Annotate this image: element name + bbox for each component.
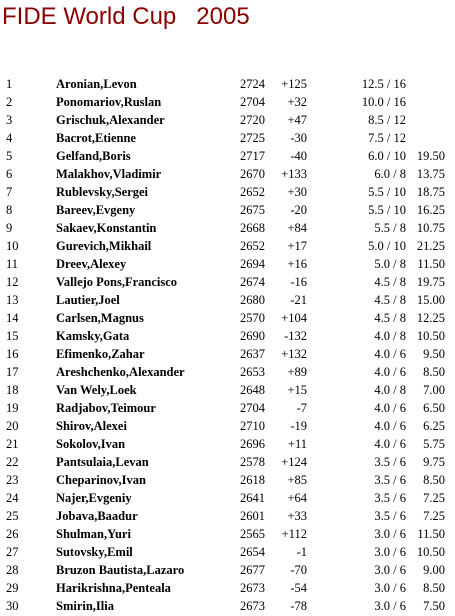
player-diff: +32 (287, 95, 307, 109)
player-rating: 2601 (240, 509, 265, 523)
table-row (0, 345, 455, 363)
player-tb: 8.50 (423, 581, 445, 595)
player-rank: 27 (6, 545, 19, 559)
player-rank: 25 (6, 509, 19, 523)
table-row (0, 255, 455, 273)
player-name: Jobava,Baadur (56, 509, 138, 523)
player-score: 6.0 / 10 (368, 149, 406, 163)
player-score: 4.0 / 6 (374, 419, 406, 433)
player-score: 4.5 / 8 (374, 293, 406, 307)
player-score: 3.5 / 6 (374, 473, 406, 487)
player-tb: 7.50 (423, 599, 445, 613)
player-rating: 2637 (240, 347, 265, 361)
table-row (0, 219, 455, 237)
player-name: Sutovsky,Emil (56, 545, 133, 559)
player-name: Radjabov,Teimour (56, 401, 156, 415)
player-name: Carlsen,Magnus (56, 311, 144, 325)
player-rating: 2570 (240, 311, 265, 325)
player-rating: 2677 (240, 563, 265, 577)
player-name: Dreev,Alexey (56, 257, 127, 271)
player-rank: 20 (6, 419, 19, 433)
player-rating: 2725 (240, 131, 265, 145)
player-tb: 15.00 (416, 293, 445, 307)
player-score: 7.5 / 12 (368, 131, 406, 145)
player-diff: +125 (281, 77, 307, 91)
player-diff: -1 (296, 545, 307, 559)
player-score: 4.0 / 8 (374, 383, 406, 397)
player-rating: 2675 (240, 203, 265, 217)
player-tb: 18.75 (416, 185, 445, 199)
table-row (0, 93, 455, 111)
player-score: 5.5 / 8 (374, 221, 406, 235)
player-diff: +124 (281, 455, 307, 469)
player-rating: 2670 (240, 167, 265, 181)
player-tb: 12.25 (416, 311, 445, 325)
player-name: Najer,Evgeniy (56, 491, 132, 505)
table-row (0, 435, 455, 453)
player-rank: 29 (6, 581, 19, 595)
player-name: Ponomariov,Ruslan (56, 95, 162, 109)
table-row (0, 237, 455, 255)
player-diff: -16 (290, 275, 307, 289)
player-tb: 21.25 (416, 239, 445, 253)
player-score: 3.5 / 6 (374, 455, 406, 469)
player-tb: 13.75 (416, 167, 445, 181)
player-score: 3.0 / 6 (374, 563, 406, 577)
player-rank: 4 (6, 131, 13, 145)
player-tb: 6.25 (423, 419, 445, 433)
player-tb: 11.50 (417, 257, 445, 271)
table-row (0, 489, 455, 507)
player-diff: -30 (290, 131, 307, 145)
player-rating: 2673 (240, 581, 265, 595)
player-diff: +11 (287, 437, 307, 451)
player-name: Kamsky,Gata (56, 329, 130, 343)
player-score: 3.0 / 6 (374, 599, 406, 613)
player-rank: 23 (6, 473, 19, 487)
player-rating: 2654 (240, 545, 265, 559)
player-rating: 2717 (240, 149, 265, 163)
player-score: 4.0 / 8 (374, 329, 406, 343)
player-score: 3.5 / 6 (374, 491, 406, 505)
player-name: Rublevsky,Sergei (56, 185, 149, 199)
player-tb: 7.25 (423, 509, 445, 523)
table-row (0, 381, 455, 399)
player-tb: 16.25 (416, 203, 445, 217)
player-rating: 2696 (240, 437, 265, 451)
player-rank: 6 (6, 167, 13, 181)
player-rank: 17 (6, 365, 19, 379)
table-row (0, 471, 455, 489)
player-rank: 21 (6, 437, 19, 451)
player-diff: -20 (290, 203, 307, 217)
table-row (0, 75, 455, 93)
player-name: Gurevich,Mikhail (56, 239, 152, 253)
player-tb: 7.00 (423, 383, 445, 397)
player-name: Bacrot,Etienne (56, 131, 136, 145)
player-rank: 22 (6, 455, 19, 469)
player-diff: +16 (287, 257, 307, 271)
player-diff: +132 (281, 347, 307, 361)
player-rank: 3 (6, 113, 13, 127)
player-rating: 2674 (240, 275, 265, 289)
player-rating: 2578 (240, 455, 265, 469)
player-score: 4.0 / 6 (374, 401, 406, 415)
player-score: 12.5 / 16 (361, 77, 406, 91)
player-diff: -70 (290, 563, 307, 577)
player-rank: 28 (6, 563, 19, 577)
player-tb: 7.25 (423, 491, 445, 505)
player-score: 5.5 / 10 (368, 185, 406, 199)
table-row (0, 399, 455, 417)
player-score: 4.5 / 8 (374, 275, 406, 289)
player-rating: 2710 (240, 419, 265, 433)
player-diff: +47 (287, 113, 307, 127)
player-tb: 8.50 (423, 473, 445, 487)
player-name: Grischuk,Alexander (56, 113, 165, 127)
player-rank: 8 (6, 203, 13, 217)
player-rating: 2648 (240, 383, 265, 397)
player-rank: 10 (6, 239, 19, 253)
player-rank: 15 (6, 329, 19, 343)
player-tb: 9.00 (423, 563, 445, 577)
table-row (0, 561, 455, 579)
player-name: Lautier,Joel (56, 293, 120, 307)
player-tb: 19.75 (416, 275, 445, 289)
player-rating: 2641 (240, 491, 265, 505)
player-name: Sokolov,Ivan (56, 437, 126, 451)
player-diff: +104 (281, 311, 307, 325)
player-name: Cheparinov,Ivan (56, 473, 146, 487)
table-row (0, 525, 455, 543)
player-score: 3.0 / 6 (374, 527, 406, 541)
player-score: 5.5 / 10 (368, 203, 406, 217)
table-row (0, 309, 455, 327)
player-name: Aronian,Levon (56, 77, 137, 91)
table-row (0, 579, 455, 597)
player-score: 5.0 / 8 (374, 257, 406, 271)
player-name: Gelfand,Boris (56, 149, 131, 163)
table-row (0, 201, 455, 219)
player-name: Harikrishna,Penteala (56, 581, 171, 595)
player-diff: +30 (287, 185, 307, 199)
player-tb: 10.50 (416, 545, 445, 559)
player-score: 6.0 / 8 (374, 167, 406, 181)
player-diff: -21 (290, 293, 307, 307)
player-name: Pantsulaia,Levan (56, 455, 149, 469)
player-score: 3.5 / 6 (374, 509, 406, 523)
table-row (0, 291, 455, 309)
player-rating: 2690 (240, 329, 265, 343)
player-score: 10.0 / 16 (361, 95, 406, 109)
table-row (0, 597, 455, 615)
player-name: Malakhov,Vladimir (56, 167, 162, 181)
player-name: Vallejo Pons,Francisco (56, 275, 178, 289)
table-row (0, 327, 455, 345)
player-score: 4.0 / 6 (374, 365, 406, 379)
table-row (0, 417, 455, 435)
player-diff: -40 (290, 149, 307, 163)
player-rank: 11 (6, 257, 19, 271)
player-rank: 16 (6, 347, 19, 361)
standings-table (0, 75, 455, 615)
player-name: Bareev,Evgeny (56, 203, 136, 217)
player-diff: -132 (284, 329, 307, 343)
player-rank: 2 (6, 95, 13, 109)
player-rank: 13 (6, 293, 19, 307)
player-rating: 2724 (240, 77, 265, 91)
player-diff: +85 (287, 473, 307, 487)
player-score: 4.0 / 6 (374, 437, 406, 451)
table-row (0, 363, 455, 381)
player-tb: 10.50 (416, 329, 445, 343)
player-tb: 9.75 (423, 455, 445, 469)
player-diff: -78 (290, 599, 307, 613)
player-tb: 8.50 (423, 365, 445, 379)
player-rating: 2652 (240, 185, 265, 199)
player-diff: +33 (287, 509, 307, 523)
table-row (0, 507, 455, 525)
player-name: Shulman,Yuri (56, 527, 131, 541)
player-rating: 2720 (240, 113, 265, 127)
player-rank: 9 (6, 221, 13, 235)
table-row (0, 273, 455, 291)
player-name: Van Wely,Loek (56, 383, 137, 397)
player-diff: -7 (296, 401, 307, 415)
table-row (0, 165, 455, 183)
player-score: 4.5 / 8 (374, 311, 406, 325)
player-name: Bruzon Bautista,Lazaro (56, 563, 185, 577)
player-score: 8.5 / 12 (368, 113, 406, 127)
player-rating: 2565 (240, 527, 265, 541)
player-score: 3.0 / 6 (374, 545, 406, 559)
table-row (0, 147, 455, 165)
player-score: 3.0 / 6 (374, 581, 406, 595)
player-rank: 30 (6, 599, 19, 613)
page-title: FIDE World Cup 2005 (2, 3, 250, 30)
player-diff: +84 (287, 221, 307, 235)
player-rank: 5 (6, 149, 13, 163)
table-row (0, 111, 455, 129)
player-diff: +17 (287, 239, 307, 253)
player-name: Efimenko,Zahar (56, 347, 145, 361)
player-rating: 2704 (240, 401, 265, 415)
player-diff: +133 (281, 167, 307, 181)
player-rating: 2668 (240, 221, 265, 235)
player-rank: 7 (6, 185, 13, 199)
player-name: Sakaev,Konstantin (56, 221, 157, 235)
player-name: Shirov,Alexei (56, 419, 127, 433)
player-rating: 2704 (240, 95, 265, 109)
player-rank: 1 (6, 77, 13, 91)
player-rating: 2652 (240, 239, 265, 253)
player-rating: 2680 (240, 293, 265, 307)
player-name: Areshchenko,Alexander (56, 365, 185, 379)
player-rank: 26 (6, 527, 19, 541)
table-row (0, 129, 455, 147)
player-diff: -19 (290, 419, 307, 433)
player-tb: 9.50 (423, 347, 445, 361)
player-tb: 5.75 (423, 437, 445, 451)
table-row (0, 183, 455, 201)
player-tb: 10.75 (416, 221, 445, 235)
player-rank: 12 (6, 275, 19, 289)
player-diff: +89 (287, 365, 307, 379)
player-tb: 19.50 (416, 149, 445, 163)
player-tb: 6.50 (423, 401, 445, 415)
player-rating: 2694 (240, 257, 265, 271)
player-rating: 2618 (240, 473, 265, 487)
player-rank: 19 (6, 401, 19, 415)
player-rating: 2653 (240, 365, 265, 379)
player-diff: +64 (287, 491, 307, 505)
player-diff: +112 (281, 527, 307, 541)
table-row (0, 453, 455, 471)
player-rating: 2673 (240, 599, 265, 613)
player-rank: 14 (6, 311, 19, 325)
player-score: 5.0 / 10 (368, 239, 406, 253)
player-score: 4.0 / 6 (374, 347, 406, 361)
player-rank: 18 (6, 383, 19, 397)
player-name: Smirin,Ilia (56, 599, 114, 613)
table-row (0, 543, 455, 561)
player-diff: -54 (290, 581, 307, 595)
player-tb: 11.50 (417, 527, 445, 541)
player-rank: 24 (6, 491, 19, 505)
player-diff: +15 (287, 383, 307, 397)
